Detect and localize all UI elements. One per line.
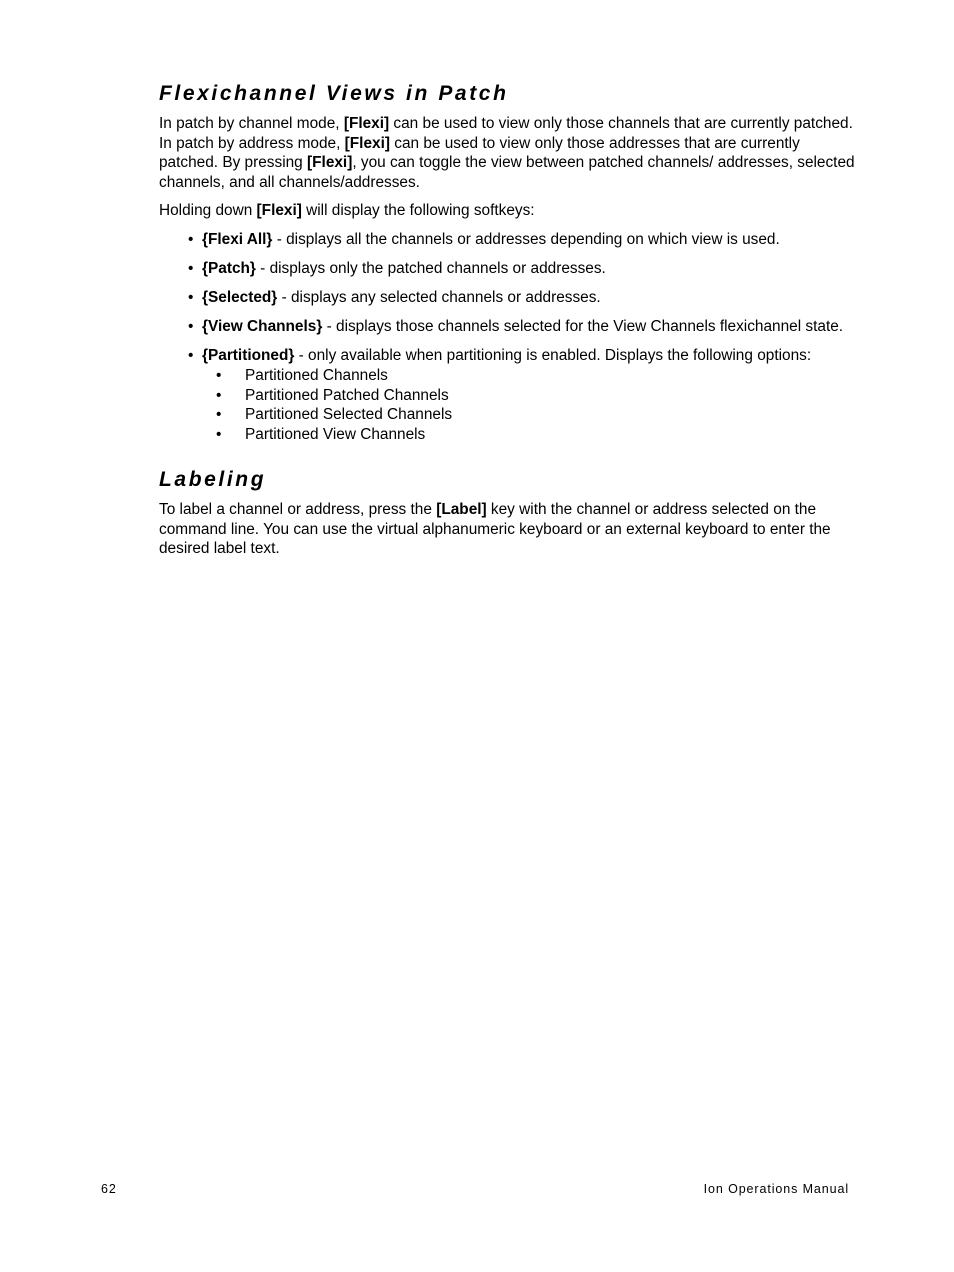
bullet-mark: •: [188, 288, 194, 306]
text-run: will display the following softkeys:: [301, 202, 535, 219]
bullet-mark: •: [188, 346, 194, 364]
softkey-label: {Flexi All}: [202, 230, 273, 248]
text-run: key with the channel or address selected on the command line. You can use the virtual alphanumeric keyboard or an external keyboard to enter the desired label text.: [159, 501, 831, 557]
bullet-mark: •: [216, 367, 222, 384]
list-item-text: - displays only the patched channels or addresses.: [255, 259, 606, 277]
list-item-view-channels: [159, 317, 859, 337]
text-run: can be used to view only those channels that are currently patched. In patch by address mode,: [159, 115, 853, 152]
bullet-mark: •: [188, 259, 194, 277]
list-item-selected: [159, 288, 859, 308]
bullet-mark: •: [188, 230, 194, 248]
key-label: [Flexi]: [307, 154, 353, 171]
softkey-label: {View Channels}: [202, 317, 323, 335]
sub-list-item-text: Partitioned Selected Channels: [245, 406, 453, 423]
text-run: can be used to view only those addresses that are currently patched. By pressing: [159, 134, 800, 171]
key-label: [Flexi]: [256, 202, 302, 219]
softkey-label: {Patch}: [202, 259, 256, 277]
list-item-text: - displays those channels selected for the View Channels flexichannel state.: [322, 317, 844, 335]
bullet-mark: •: [216, 406, 222, 423]
text-run: To label a channel or address, press the: [159, 501, 437, 518]
sub-list-item: [201, 425, 858, 445]
list-item-text: - only available when partitioning is enabled. Displays the following options:: [294, 346, 812, 364]
list-item-patch: [159, 259, 859, 279]
paragraph-holding-flexi: [159, 201, 859, 221]
sub-list-item: [201, 366, 858, 386]
text-run: Holding down: [159, 202, 257, 219]
section-heading-labeling: Labeling: [159, 468, 267, 491]
bullet-mark: •: [216, 425, 222, 443]
key-label: [Flexi]: [343, 115, 390, 132]
softkey-list: [159, 230, 859, 445]
sub-list-item-text: Partitioned View Channels: [245, 425, 426, 443]
list-item-flexi-all: [159, 230, 859, 250]
paragraph-labeling: [159, 500, 859, 559]
sub-list-item-text: Partitioned Patched Channels: [245, 386, 449, 404]
list-item-text: - displays any selected channels or addresses.: [277, 288, 601, 306]
paragraph-flexi-intro: [159, 114, 859, 192]
bullet-mark: •: [188, 317, 194, 335]
sub-list-item-text: Partitioned Channels: [245, 367, 388, 384]
sub-list-item: [201, 405, 858, 425]
list-item-partitioned: [159, 346, 859, 445]
list-item-text: - displays all the channels or addresses depending on which view is used.: [272, 230, 780, 248]
manual-title: Ion Operations Manual: [703, 1182, 849, 1196]
softkey-label: {Partitioned}: [202, 346, 295, 364]
key-label: [Label]: [436, 501, 487, 518]
page-number: 62: [101, 1182, 117, 1196]
page-content: [159, 82, 859, 568]
section-heading-flexichannel: Flexichannel Views in Patch: [159, 82, 509, 105]
text-run: In patch by channel mode,: [159, 115, 344, 132]
partitioned-options-list: [202, 366, 859, 444]
text-run: , you can toggle the view between patched channels/ addresses, selected channels, and all channels/addresses.: [159, 154, 855, 191]
key-label: [Flexi]: [344, 134, 390, 152]
softkey-label: {Selected}: [202, 288, 278, 306]
sub-list-item: [201, 386, 858, 406]
bullet-mark: •: [216, 386, 222, 404]
